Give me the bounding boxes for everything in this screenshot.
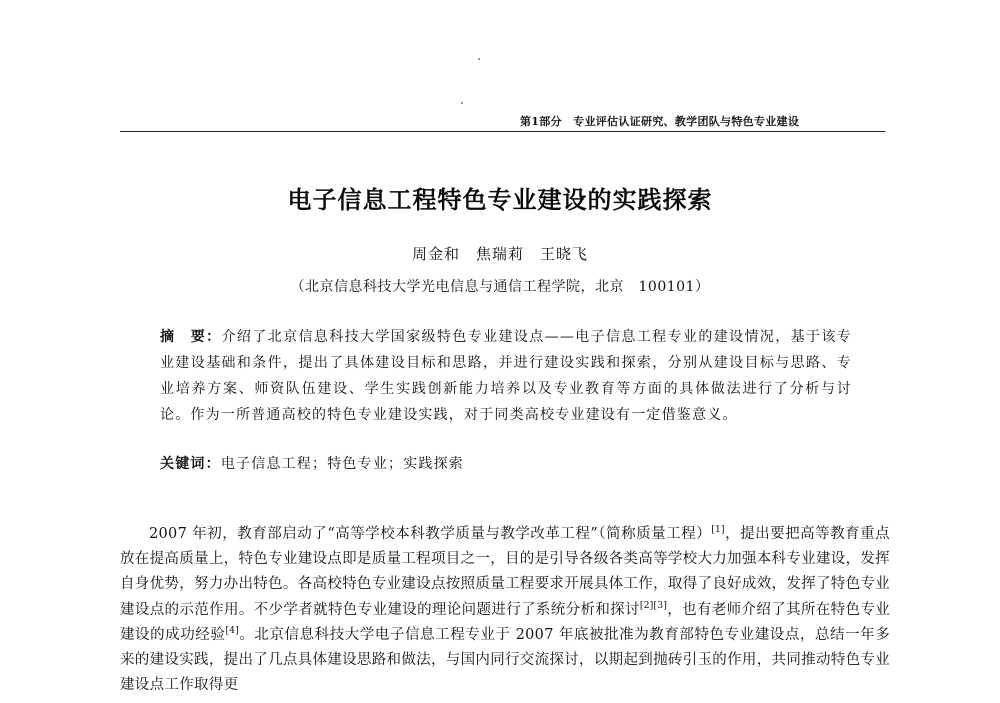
running-header: 第1部分 专业评估认证研究、教学团队与特色专业建设 [520,115,800,128]
citation: [4] [225,625,240,636]
citation: [1] [711,525,725,536]
keywords-text: 电子信息工程；特色专业；实践探索 [220,456,465,472]
keywords [160,453,852,473]
body-text-segment: 。北京信息科技大学电子信息工程专业于 2007 年底被批准为教育部特色专业建设点，总结一年多来的建设实践，提出了几点具体建设思路和做法，与国内同行交流探讨，以期起到抛砖引玉的作用，共同推动特色专业建设点工作取得更 [120,626,890,694]
keywords-label: 关键词： [160,456,221,472]
body-paragraph [120,522,890,703]
paper-affiliation: （北京信息科技大学光电信息与通信工程学院，北京 100101） [290,279,710,295]
abstract [160,324,852,428]
abstract-text: 介绍了北京信息科技大学国家级特色专业建设点——电子信息工程专业的建设情况，基于该专业建设基础和条件，提出了具体建设目标和思路，并进行建设实践和探索，分别从建设目标与思路、专业培养方案、师资队伍建设、学生实践创新能力培养以及专业教育等方面的具体做法进行了分析与讨论。作为一所普通高校的特色专业建设实践，对于同类高校专业建设有一定借鉴意义。 [160,329,852,423]
body-text-segment: ，也有老师介绍了其所在特色专业建设的成功经验 [120,601,890,643]
paper-title: 电子信息工程特色专业建设的实践探索 [287,186,713,214]
scan-speck [461,102,463,104]
paper-authors: 周金和 焦瑞莉 王晓飞 [411,245,588,263]
citation: [2][3] [639,600,668,611]
abstract-label: 摘 要： [160,329,222,345]
header-rule [120,131,885,132]
body-text-segment: 2007 年初，教育部启动了“高等学校本科教学质量与教学改革工程”（简称质量工程） [149,526,712,542]
scan-speck [478,58,480,60]
body-text-segment: ，提出要把高等教育重点放在提高质量上，特色专业建设点即是质量工程项目之一，目的是引导各级各类高等学校大力加强本科专业建设，发挥自身优势，努力办出特色。各高校特色专业建设点按照质量工程要求开展具体工作，取得了良好成效，发挥了特色专业建设点的示范作用。不少学者就特色专业建设的理论问题进行了系统分析和探讨 [120,526,890,618]
